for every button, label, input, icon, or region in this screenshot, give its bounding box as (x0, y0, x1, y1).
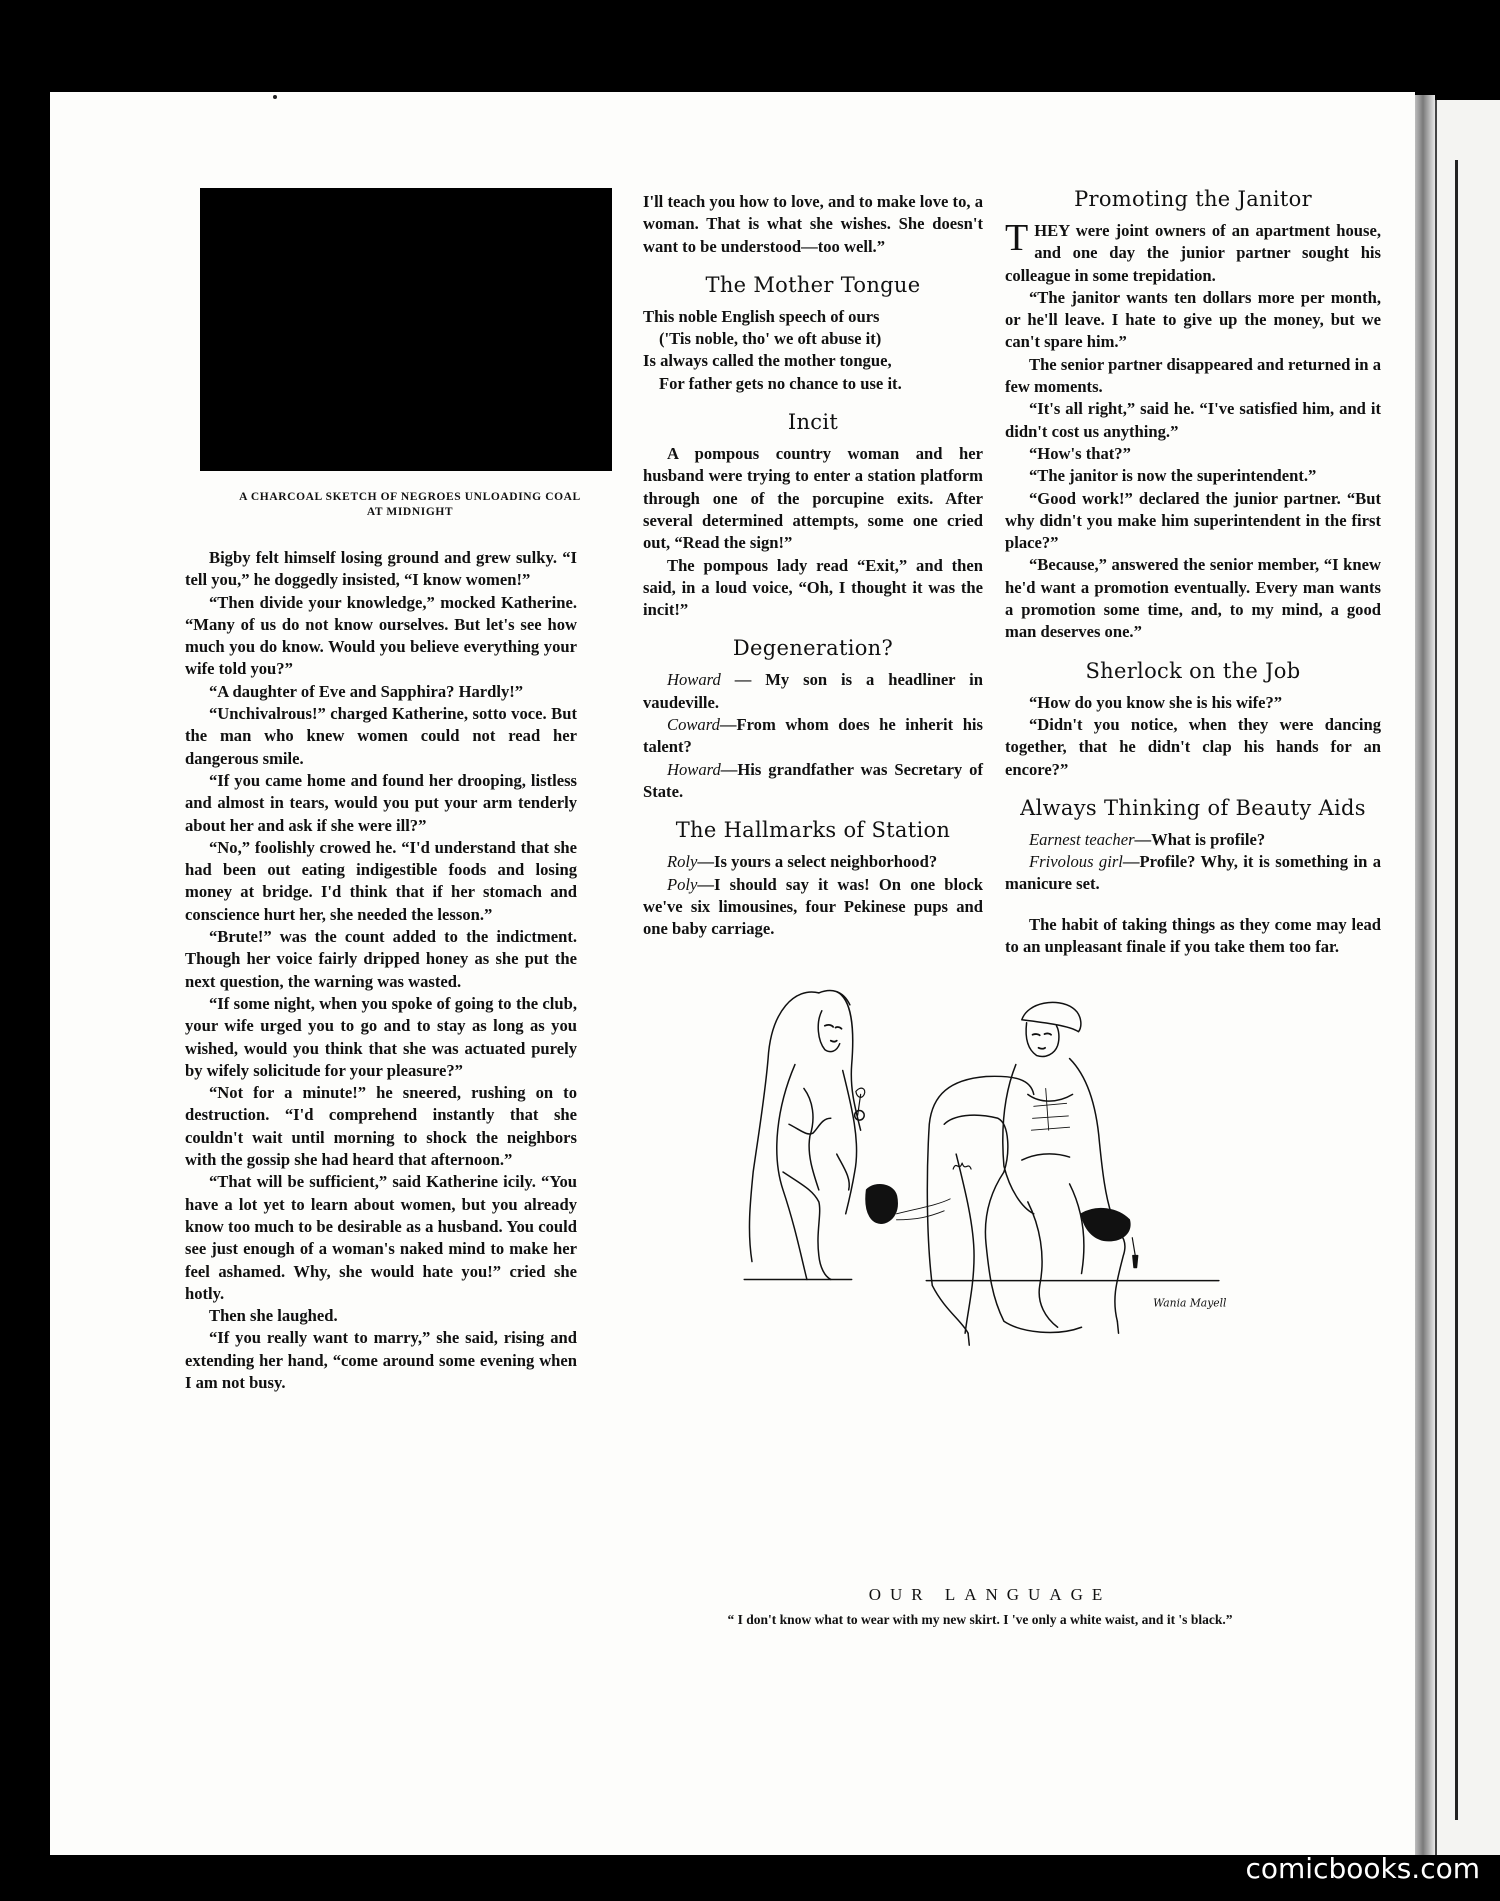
mother-tongue-verse (643, 306, 983, 395)
adjacent-page-edge (1435, 100, 1500, 1855)
black-cushion (1082, 1209, 1130, 1241)
sherlock-paragraph: “Didn't you notice, when they were dancing together, that he didn't clap his hands for an encore?” (1005, 714, 1381, 779)
dialogue-line (643, 714, 983, 759)
story-column (185, 547, 577, 1394)
photo-caption (190, 490, 630, 520)
dialogue-text: Is yours a select neighborhood? (714, 852, 938, 872)
cartoon-caption: “ I don't know what to wear with my new skirt. I 've only a white waist, and it 's black.” (727, 1612, 1233, 1627)
janitor-paragraph: The senior partner disappeared and returned in a few moments. (1005, 354, 1381, 397)
janitor-paragraph: “Because,” answered the senior member, “I knew he'd want a promotion eventually. Every man wants a promotion some time, and, to my mind, a good man deserves one.” (1005, 555, 1381, 642)
dialogue-separator: — (1134, 829, 1152, 849)
dialogue-text: What is profile? (1151, 829, 1266, 849)
story-paragraph: “No,” foolishly crowed he. “I'd understand that she had been out eating indigestible foods and losing money at bridge. I'd think that if her stomach and conscience hurt her, she needed the lesson.” (185, 837, 577, 924)
janitor-paragraph: “How's that?” (1029, 443, 1131, 463)
verse-line: This noble English speech of ours (643, 306, 880, 326)
muff-icon (866, 1185, 897, 1223)
cartoon-title: OUR LANGUAGE (868, 1585, 1112, 1604)
story-paragraph: “If you really want to marry,” she said, rising and extending her hand, “come around some evening when I am not busy. (185, 1328, 577, 1392)
verse-line: Is always called the mother tongue, (643, 351, 892, 371)
degeneration-title: Degeneration? (732, 636, 894, 661)
dialogue-separator: — (719, 715, 737, 735)
story-continuation: I'll teach you how to love, and to make love to, a woman. That is what she wishes. She doesn't want to be understood—too well.” (643, 192, 983, 256)
sherlock-paragraph: “How do you know she is his wife?” (1029, 692, 1283, 712)
charcoal-sketch-image (200, 188, 612, 471)
janitor-paragraph: “It's all right,” said he. “I've satisfied him, and it didn't cost us anything.” (1005, 399, 1381, 441)
dialogue-line (643, 669, 983, 714)
dialogue-text: His grandfather was Secretary of State. (643, 759, 983, 801)
speaker-name: Howard (667, 670, 721, 690)
dialogue-text: Profile? Why, it is something in a manicure set. (1005, 852, 1381, 894)
drop-cap: T (1005, 217, 1029, 259)
dialogue-text: My son is a headliner in vaudeville. (643, 670, 984, 712)
hallmarks-title: The Hallmarks of Station (675, 818, 951, 843)
standing-woman-hair (749, 992, 818, 1262)
story-paragraph: Then she laughed. (209, 1306, 338, 1326)
speaker-name: Howard (667, 759, 721, 779)
incit-paragraph: A pompous country woman and her husband were trying to enter a station platform through one of the porcupine exits. After several determined attempts, some one cried out, “Read the sign!” (643, 444, 983, 553)
dialogue-separator: — (720, 670, 766, 690)
speaker-name: Poly (667, 874, 698, 894)
dialogue-separator: — (697, 852, 715, 872)
artist-signature: Wania Mayell (1153, 1296, 1227, 1310)
incit-paragraph: The pompous lady read “Exit,” and then said, in a loud voice, “Oh, I thought it was the incit!” (643, 555, 983, 620)
middle-column (643, 191, 983, 940)
dialogue-separator: — (697, 874, 715, 894)
dialogue-line (1005, 829, 1381, 851)
dialogue-line (643, 874, 983, 941)
habit-paragraph: The habit of taking things as they come may lead to an unpleasant finale if you take them too far. (1005, 914, 1381, 957)
incit-title: Incit (787, 410, 839, 435)
janitor-opening (1005, 217, 1381, 287)
dialogue-line (1005, 851, 1381, 896)
watermark: comicbooks.com (1245, 1852, 1480, 1885)
cartoon-illustration (586, 975, 1386, 1575)
page-gutter-shadow (1415, 95, 1435, 1855)
speaker-name: Coward (667, 715, 720, 735)
sherlock-title: Sherlock on the Job (1085, 658, 1301, 683)
janitor-first-text: HEY were joint owners of an apartment house, and one day the junior partner sought his colleague in some trepidation. (1005, 221, 1381, 285)
standing-woman-face (818, 1011, 840, 1052)
beauty-title: Always Thinking of Beauty Aids (1020, 795, 1366, 820)
print-speck (273, 95, 277, 99)
speaker-name: Frivolous girl (1029, 852, 1123, 872)
seated-woman-face (1026, 1023, 1059, 1057)
story-paragraph: “A daughter of Eve and Sapphira? Hardly!” (209, 681, 524, 701)
speaker-name: Earnest teacher (1029, 829, 1135, 849)
story-paragraph: “Unchivalrous!” charged Katherine, sotto voce. But the man who knew women could not read her dangerous smile. (185, 704, 577, 768)
right-column (1005, 186, 1381, 958)
photo-caption-line1: A CHARCOAL SKETCH OF NEGROES UNLOADING COAL (239, 491, 581, 503)
photo-caption-line2: AT MIDNIGHT (366, 506, 454, 518)
story-paragraph: “Not for a minute!” he sneered, rushing on to destruction. “I'd comprehend instantly that she couldn't wait until morning to shock the neighbors with the gossip she had heard that afternoon.” (185, 1083, 577, 1170)
story-paragraph: “If you came home and found her drooping, listless and almost in tears, would you put your arm tenderly about her and ask if she were ill?” (185, 770, 577, 835)
dialogue-text: From whom does he inherit his talent? (643, 715, 983, 757)
dialogue-separator: — (720, 759, 738, 779)
dialogue-text: I should say it was! On one block we've six limousines, four Pekinese pups and one baby carriage. (643, 874, 983, 939)
speaker-name: Roly (667, 852, 698, 872)
verse-line: For father gets no chance to use it. (659, 373, 902, 393)
story-paragraph: “If some night, when you spoke of going to the club, your wife urged you to go and to stay as long as you wished, would you think that she was actuated purely by wifely solicitude for your pleasure?” (185, 993, 577, 1080)
dialogue-line (643, 851, 983, 873)
dialogue-line (643, 759, 983, 804)
janitor-paragraph: “The janitor wants ten dollars more per month, or he'll leave. I hate to give up the money, but we can't spare him.” (1005, 287, 1381, 352)
janitor-title: Promoting the Janitor (1074, 187, 1312, 211)
story-paragraph: “Then divide your knowledge,” mocked Katherine. “Many of us do not know ourselves. But let's see how much you do know. Would you believe everything your wife told you?” (185, 592, 577, 679)
story-paragraph: Bigby felt himself losing ground and grew sulky. “I tell you,” he doggedly insisted, “I know women!” (185, 548, 577, 590)
standing-woman-robe (777, 1065, 807, 1280)
wicker-chair (927, 1076, 1033, 1285)
adjacent-page-rule (1455, 160, 1458, 1820)
janitor-paragraph: “Good work!” declared the junior partner. “But why didn't you make him superintendent in the first place?” (1005, 488, 1381, 553)
story-paragraph: “Brute!” was the count added to the indictment. Though her voice fairly dripped honey as she put the next question, the warning was wasted. (185, 927, 577, 991)
story-paragraph: “That will be sufficient,” said Katherine icily. “You have a lot yet to learn about women, but you already know too much to be desirable as a husband. You could see just enough of a woman's naked mind to make her feel ashamed. Why, she would hate you!” cried she hotly. (185, 1172, 577, 1303)
janitor-paragraph: “The janitor is now the superintendent.” (1029, 466, 1317, 486)
verse-line: ('Tis noble, tho' we oft abuse it) (659, 329, 882, 349)
seated-woman-cap (1022, 1002, 1081, 1031)
mother-tongue-title: The Mother Tongue (705, 272, 921, 297)
dialogue-separator: — (1122, 852, 1140, 872)
